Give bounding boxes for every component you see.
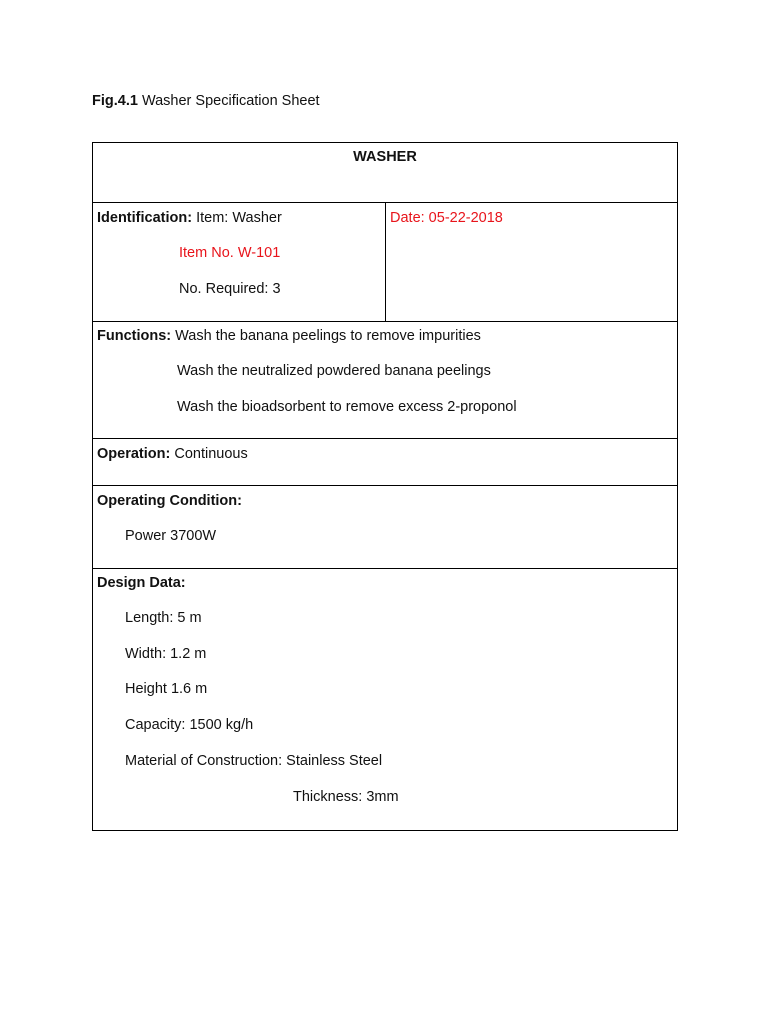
operation-line <box>97 445 248 463</box>
figure-title: Washer Specification Sheet <box>141 93 320 109</box>
identification-row <box>93 203 677 322</box>
sheet-title: WASHER <box>353 149 417 165</box>
operation-value: Continuous <box>174 446 248 462</box>
identification-line <box>97 209 282 227</box>
figure-label: Fig.4.1 <box>92 93 138 109</box>
number-required: No. Required: 3 <box>179 281 281 297</box>
operating-condition-label: Operating Condition: <box>97 493 242 509</box>
function-item: Wash the banana peelings to remove impurities <box>175 328 481 344</box>
date-value: Date: 05-22-2018 <box>390 210 503 226</box>
functions-label: Functions: <box>97 328 172 344</box>
height-value: Height 1.6 m <box>125 681 208 697</box>
title-row <box>93 143 677 203</box>
capacity-value: Capacity: 1500 kg/h <box>125 717 254 733</box>
functions-row <box>93 322 677 439</box>
item-name: Item: Washer <box>196 210 282 226</box>
function-item: Wash the neutralized powdered banana peelings <box>177 363 491 379</box>
function-item: Wash the bioadsorbent to remove excess 2-proponol <box>177 399 517 415</box>
thickness-value: Thickness: 3mm <box>293 789 399 805</box>
design-data-row <box>93 569 677 830</box>
width-value: Width: 1.2 m <box>125 646 207 662</box>
function-line-1 <box>97 327 481 345</box>
item-number: Item No. W-101 <box>179 245 281 261</box>
figure-caption <box>92 92 320 110</box>
operating-condition-row <box>93 486 677 569</box>
operation-row <box>93 439 677 486</box>
identification-label: Identification: <box>97 210 193 226</box>
identification-cell <box>93 203 386 321</box>
operation-label: Operation: <box>97 446 171 462</box>
specification-table <box>92 142 678 831</box>
date-cell <box>386 203 677 321</box>
material-value: Material of Construction: Stainless Steel <box>125 753 383 769</box>
design-data-label: Design Data: <box>97 575 186 591</box>
power-value: Power 3700W <box>125 528 217 544</box>
length-value: Length: 5 m <box>125 610 202 626</box>
